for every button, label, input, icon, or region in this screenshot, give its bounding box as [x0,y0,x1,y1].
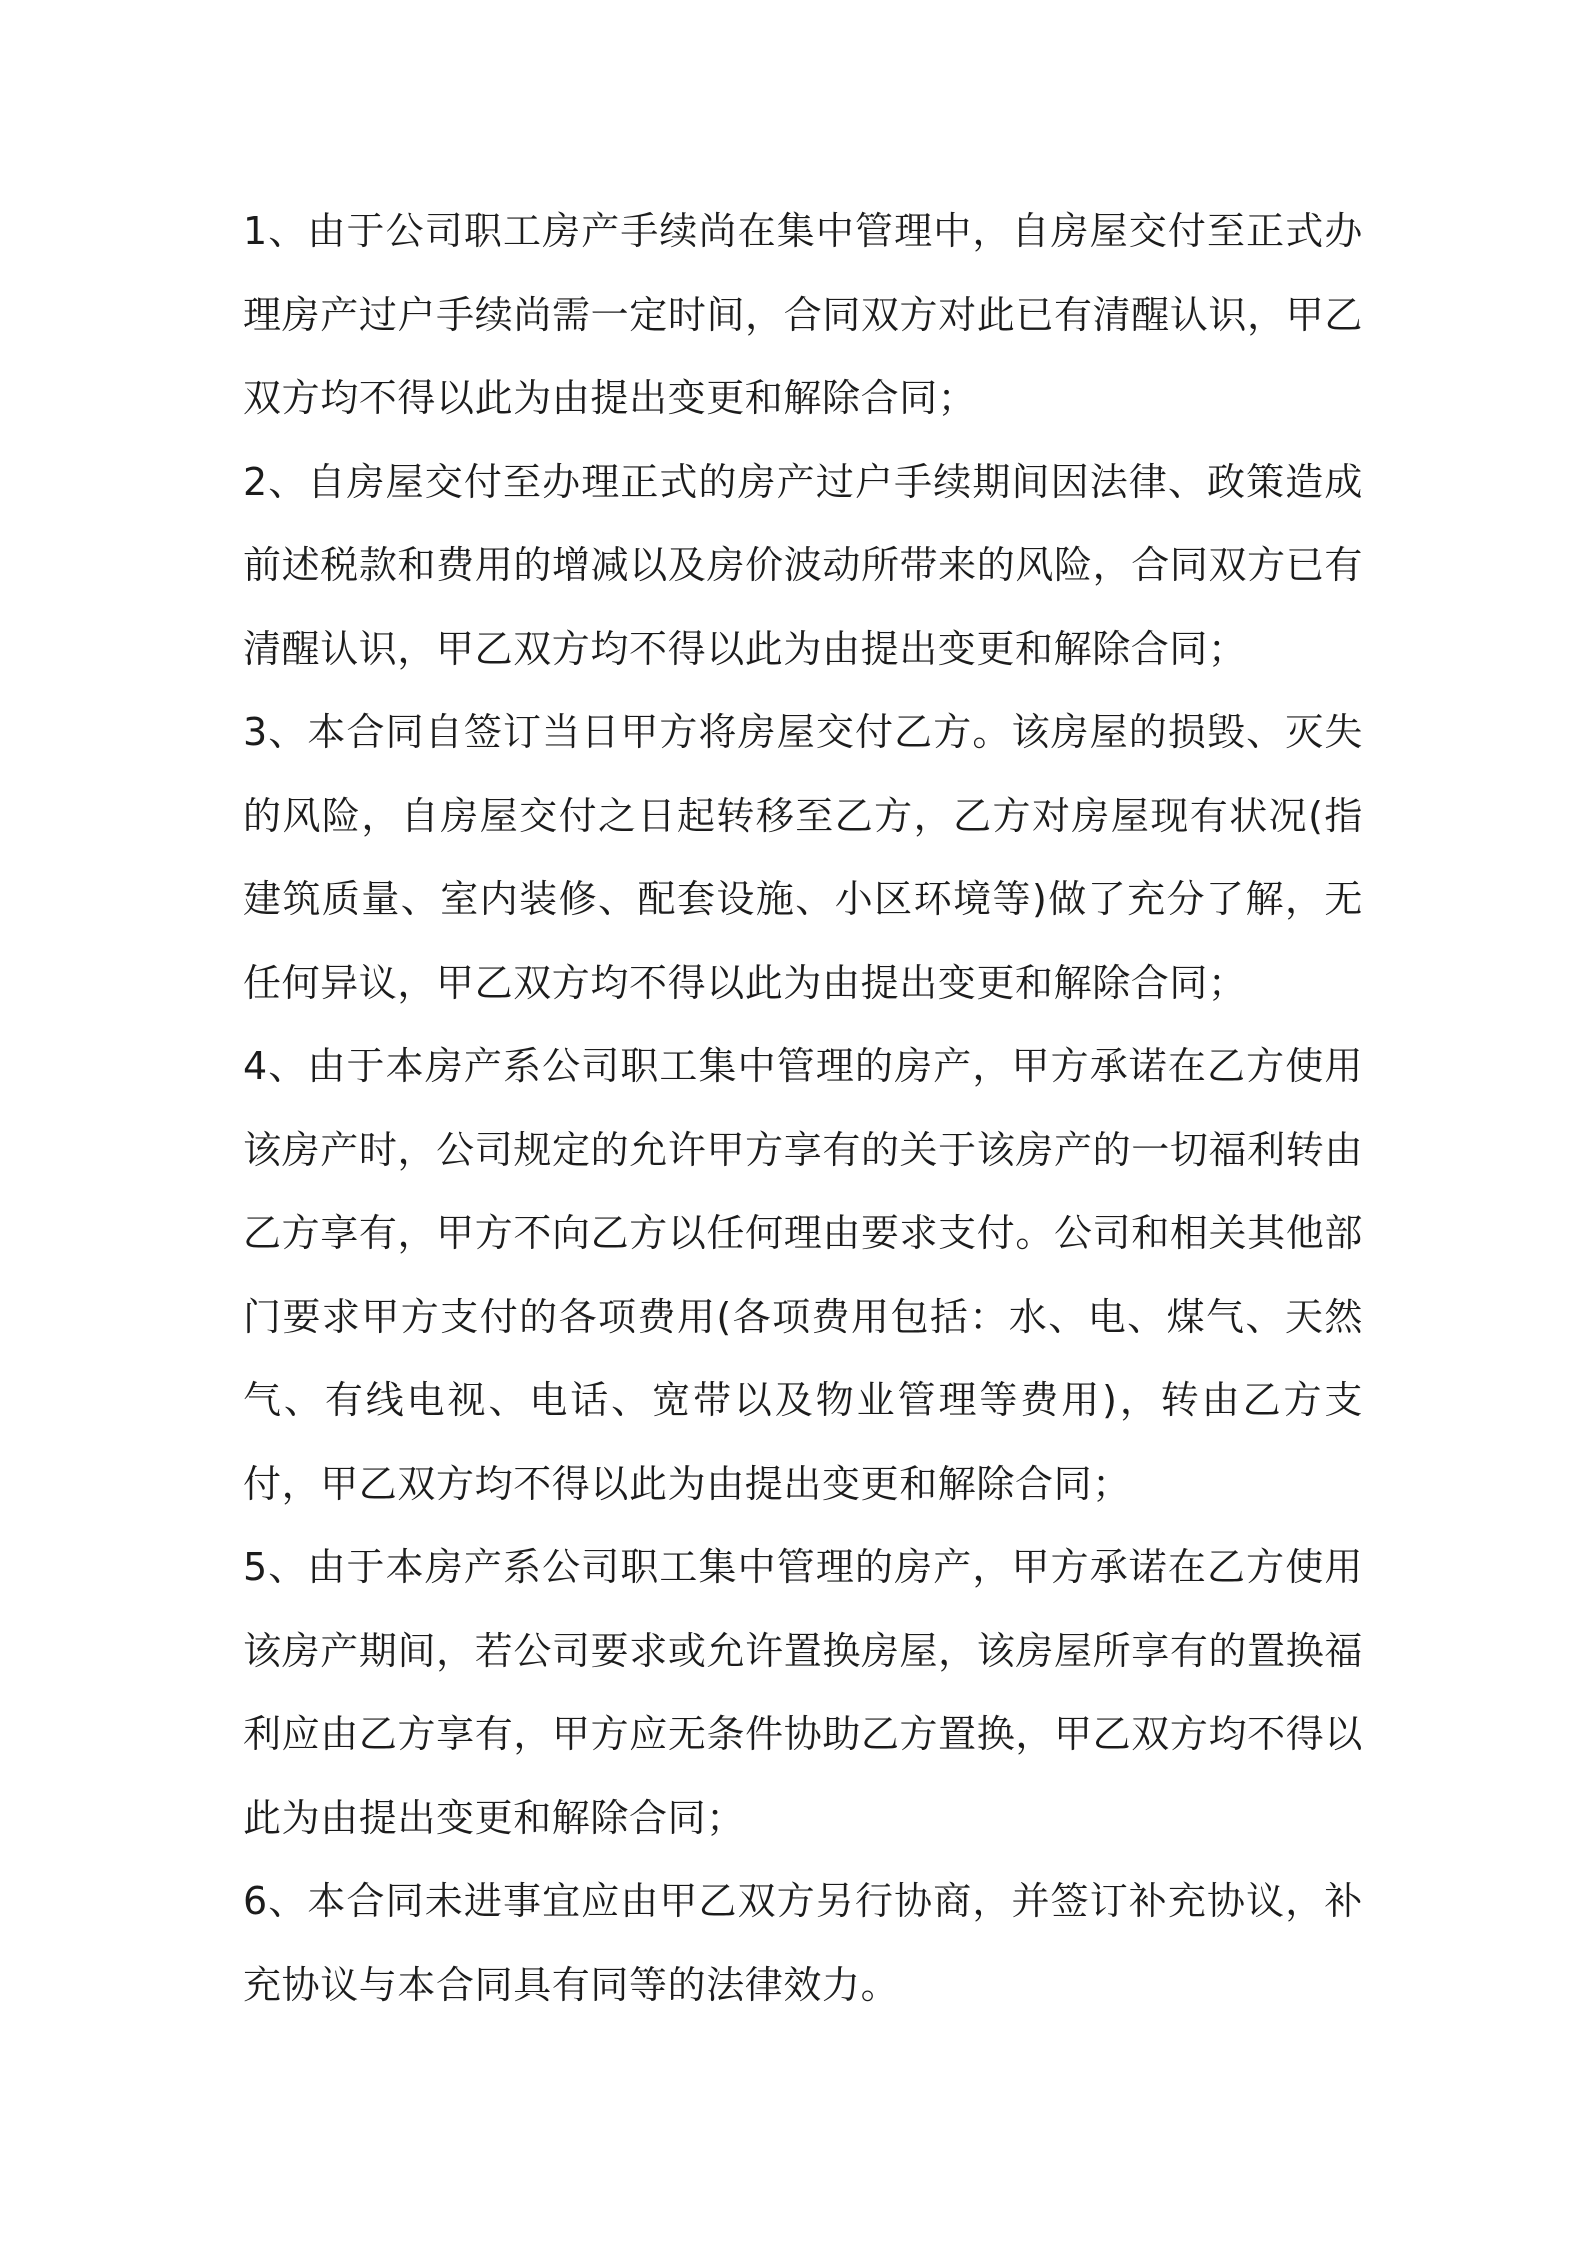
contract-clauses [243,190,1363,2027]
clause-1: 1、由于公司职工房产手续尚在集中管理中，自房屋交付至正式办理房产过户手续尚需一定时间，合同双方对此已有清醒认识，甲乙双方均不得以此为由提出变更和解除合同； [243,209,1363,420]
clause-3: 3、本合同自签订当日甲方将房屋交付乙方。该房屋的损毁、灭失的风险，自房屋交付之日起转移至乙方，乙方对房屋现有状况(指建筑质量、室内装修、配套设施、小区环境等)做了充分了解，无任何异议，甲乙双方均不得以此为由提出变更和解除合同； [243,710,1363,1005]
clause-2: 2、自房屋交付至办理正式的房产过户手续期间因法律、政策造成前述税款和费用的增减以及房价波动所带来的风险，合同双方已有清醒认识，甲乙双方均不得以此为由提出变更和解除合同； [243,459,1363,671]
clause-6: 6、本合同未进事宜应由甲乙双方另行协商，并签订补充协议，补充协议与本合同具有同等的法律效力。 [243,1879,1363,2007]
clause-4: 4、由于本房产系公司职工集中管理的房产，甲方承诺在乙方使用该房产时，公司规定的允许甲方享有的关于该房产的一切福利转由乙方享有，甲方不向乙方以任何理由要求支付。公司和相关其他部门要求甲方支付的各项费用(各项费用包括：水、电、煤气、天然气、有线电视、电话、宽带以及物业管理等费用)，转由乙方支付，甲乙双方均不得以此为由提出变更和解除合同； [243,1044,1363,1506]
clause-5: 5、由于本房产系公司职工集中管理的房产，甲方承诺在乙方使用该房产期间，若公司要求或允许置换房屋，该房屋所享有的置换福利应由乙方享有，甲方应无条件协助乙方置换，甲乙双方均不得以此为由提出变更和解除合同； [243,1545,1363,1840]
